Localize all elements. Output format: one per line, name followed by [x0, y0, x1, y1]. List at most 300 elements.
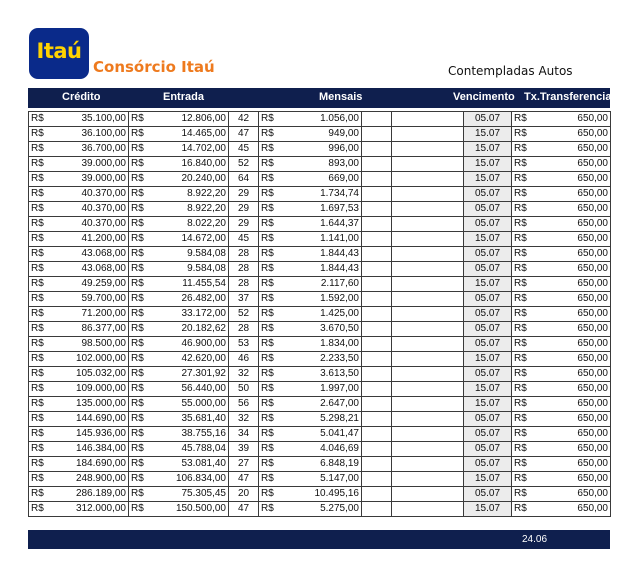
entrada-currency: R$	[129, 337, 146, 352]
entrada-value: 20.182,62	[146, 322, 229, 337]
entrada-currency: R$	[129, 307, 146, 322]
empty-cell	[392, 427, 464, 442]
credito-value: 86.377,00	[46, 322, 129, 337]
empty-cell	[392, 397, 464, 412]
empty-cell	[392, 247, 464, 262]
tx-value: 650,00	[529, 457, 611, 472]
credito-value: 43.068,00	[46, 247, 129, 262]
credito-currency: R$	[29, 502, 46, 517]
entrada-value: 11.455,54	[146, 277, 229, 292]
itau-logo	[29, 28, 89, 79]
mensal-value: 1.141,00	[276, 232, 362, 247]
empty-cell	[362, 217, 392, 232]
empty-cell	[392, 457, 464, 472]
empty-cell	[392, 232, 464, 247]
tx-currency: R$	[512, 472, 529, 487]
empty-cell	[362, 172, 392, 187]
parcelas-value: 64	[229, 172, 259, 187]
empty-cell	[362, 247, 392, 262]
tx-value: 650,00	[529, 217, 611, 232]
entrada-value: 8.022,20	[146, 217, 229, 232]
parcelas-value: 37	[229, 292, 259, 307]
vencimento-value: 05.07	[464, 187, 512, 202]
credito-value: 40.370,00	[46, 202, 129, 217]
empty-cell	[362, 412, 392, 427]
empty-cell	[362, 382, 392, 397]
empty-cell	[392, 217, 464, 232]
mensal-value: 1.425,00	[276, 307, 362, 322]
tx-value: 650,00	[529, 247, 611, 262]
parcelas-value: 45	[229, 232, 259, 247]
tx-value: 650,00	[529, 187, 611, 202]
credito-value: 40.370,00	[46, 217, 129, 232]
mensal-currency: R$	[259, 352, 276, 367]
entrada-currency: R$	[129, 397, 146, 412]
page-title: Contempladas Autos	[448, 64, 573, 78]
entrada-currency: R$	[129, 187, 146, 202]
mensal-value: 996,00	[276, 142, 362, 157]
tx-currency: R$	[512, 442, 529, 457]
table-row	[29, 307, 611, 322]
tx-currency: R$	[512, 172, 529, 187]
entrada-value: 106.834,00	[146, 472, 229, 487]
mensal-currency: R$	[259, 457, 276, 472]
table-row	[29, 202, 611, 217]
parcelas-value: 29	[229, 217, 259, 232]
credito-currency: R$	[29, 172, 46, 187]
empty-cell	[392, 487, 464, 502]
tx-currency: R$	[512, 142, 529, 157]
empty-cell	[362, 157, 392, 172]
parcelas-value: 39	[229, 442, 259, 457]
parcelas-value: 32	[229, 412, 259, 427]
table-row	[29, 187, 611, 202]
vencimento-value: 05.07	[464, 307, 512, 322]
parcelas-value: 53	[229, 337, 259, 352]
col-tx-transferencia: Tx.Transferencia	[524, 91, 612, 103]
mensal-currency: R$	[259, 367, 276, 382]
mensal-currency: R$	[259, 442, 276, 457]
parcelas-value: 47	[229, 472, 259, 487]
mensal-currency: R$	[259, 487, 276, 502]
credito-value: 49.259,00	[46, 277, 129, 292]
mensal-currency: R$	[259, 502, 276, 517]
vencimento-value: 05.07	[464, 442, 512, 457]
tx-currency: R$	[512, 322, 529, 337]
tx-currency: R$	[512, 367, 529, 382]
empty-cell	[392, 187, 464, 202]
entrada-value: 35.681,40	[146, 412, 229, 427]
credito-currency: R$	[29, 322, 46, 337]
vencimento-value: 15.07	[464, 382, 512, 397]
entrada-currency: R$	[129, 487, 146, 502]
credito-currency: R$	[29, 232, 46, 247]
parcelas-value: 28	[229, 277, 259, 292]
entrada-currency: R$	[129, 412, 146, 427]
vencimento-value: 05.07	[464, 262, 512, 277]
credito-value: 39.000,00	[46, 172, 129, 187]
entrada-currency: R$	[129, 352, 146, 367]
empty-cell	[392, 337, 464, 352]
entrada-currency: R$	[129, 232, 146, 247]
mensal-currency: R$	[259, 247, 276, 262]
credito-currency: R$	[29, 412, 46, 427]
tx-value: 650,00	[529, 307, 611, 322]
parcelas-value: 50	[229, 382, 259, 397]
entrada-currency: R$	[129, 247, 146, 262]
entrada-currency: R$	[129, 442, 146, 457]
mensal-currency: R$	[259, 217, 276, 232]
entrada-value: 9.584,08	[146, 247, 229, 262]
credito-currency: R$	[29, 352, 46, 367]
col-vencimento: Vencimento	[453, 91, 515, 103]
tx-currency: R$	[512, 337, 529, 352]
tx-currency: R$	[512, 247, 529, 262]
tx-value: 650,00	[529, 262, 611, 277]
tx-value: 650,00	[529, 337, 611, 352]
credito-currency: R$	[29, 397, 46, 412]
empty-cell	[392, 367, 464, 382]
table-row	[29, 397, 611, 412]
mensal-value: 1.844,43	[276, 262, 362, 277]
table-footer	[28, 530, 610, 549]
credito-value: 36.700,00	[46, 142, 129, 157]
empty-cell	[392, 472, 464, 487]
vencimento-value: 15.07	[464, 142, 512, 157]
entrada-value: 27.301,92	[146, 367, 229, 382]
tx-currency: R$	[512, 307, 529, 322]
tx-value: 650,00	[529, 127, 611, 142]
vencimento-value: 05.07	[464, 412, 512, 427]
parcelas-value: 45	[229, 142, 259, 157]
credito-currency: R$	[29, 367, 46, 382]
empty-cell	[392, 262, 464, 277]
mensal-value: 3.613,50	[276, 367, 362, 382]
parcelas-value: 29	[229, 202, 259, 217]
vencimento-value: 15.07	[464, 232, 512, 247]
mensal-value: 3.670,50	[276, 322, 362, 337]
empty-cell	[362, 502, 392, 517]
mensal-currency: R$	[259, 157, 276, 172]
vencimento-value: 05.07	[464, 487, 512, 502]
credito-value: 102.000,00	[46, 352, 129, 367]
vencimento-value: 05.07	[464, 112, 512, 127]
entrada-currency: R$	[129, 277, 146, 292]
empty-cell	[392, 442, 464, 457]
tx-value: 650,00	[529, 322, 611, 337]
credito-value: 105.032,00	[46, 367, 129, 382]
empty-cell	[362, 397, 392, 412]
tx-value: 650,00	[529, 472, 611, 487]
credito-value: 312.000,00	[46, 502, 129, 517]
mensal-currency: R$	[259, 142, 276, 157]
mensal-value: 1.997,00	[276, 382, 362, 397]
credito-currency: R$	[29, 292, 46, 307]
mensal-value: 1.734,74	[276, 187, 362, 202]
mensal-value: 1.834,00	[276, 337, 362, 352]
mensal-value: 893,00	[276, 157, 362, 172]
mensal-value: 1.697,53	[276, 202, 362, 217]
tx-currency: R$	[512, 262, 529, 277]
entrada-value: 55.000,00	[146, 397, 229, 412]
vencimento-value: 05.07	[464, 217, 512, 232]
tx-currency: R$	[512, 112, 529, 127]
tx-currency: R$	[512, 127, 529, 142]
empty-cell	[362, 322, 392, 337]
credito-value: 35.100,00	[46, 112, 129, 127]
tx-value: 650,00	[529, 202, 611, 217]
mensal-value: 5.275,00	[276, 502, 362, 517]
table-row	[29, 232, 611, 247]
vencimento-value: 15.07	[464, 172, 512, 187]
footer-date: 24.06	[522, 534, 548, 545]
mensal-value: 1.644,37	[276, 217, 362, 232]
tx-value: 650,00	[529, 352, 611, 367]
entrada-value: 14.465,00	[146, 127, 229, 142]
credito-value: 43.068,00	[46, 262, 129, 277]
mensal-currency: R$	[259, 187, 276, 202]
table-body	[29, 112, 611, 517]
empty-cell	[392, 202, 464, 217]
empty-cell	[392, 157, 464, 172]
parcelas-value: 47	[229, 127, 259, 142]
vencimento-value: 05.07	[464, 457, 512, 472]
tx-value: 650,00	[529, 142, 611, 157]
empty-cell	[362, 187, 392, 202]
tx-value: 650,00	[529, 292, 611, 307]
entrada-value: 38.755,16	[146, 427, 229, 442]
credito-currency: R$	[29, 217, 46, 232]
empty-cell	[362, 202, 392, 217]
vencimento-value: 15.07	[464, 127, 512, 142]
col-entrada: Entrada	[163, 91, 204, 103]
empty-cell	[392, 142, 464, 157]
mensal-currency: R$	[259, 412, 276, 427]
mensal-currency: R$	[259, 382, 276, 397]
credito-value: 135.000,00	[46, 397, 129, 412]
entrada-value: 14.672,00	[146, 232, 229, 247]
empty-cell	[392, 322, 464, 337]
table-row	[29, 502, 611, 517]
empty-cell	[362, 232, 392, 247]
mensal-value: 2.647,00	[276, 397, 362, 412]
parcelas-value: 28	[229, 247, 259, 262]
entrada-value: 8.922,20	[146, 187, 229, 202]
entrada-currency: R$	[129, 157, 146, 172]
empty-cell	[362, 277, 392, 292]
tx-value: 650,00	[529, 232, 611, 247]
mensal-value: 1.844,43	[276, 247, 362, 262]
entrada-value: 26.482,00	[146, 292, 229, 307]
mensal-currency: R$	[259, 292, 276, 307]
empty-cell	[362, 142, 392, 157]
credito-currency: R$	[29, 127, 46, 142]
tx-value: 650,00	[529, 442, 611, 457]
table-row	[29, 292, 611, 307]
vencimento-value: 15.07	[464, 472, 512, 487]
credito-currency: R$	[29, 307, 46, 322]
tx-currency: R$	[512, 487, 529, 502]
tx-value: 650,00	[529, 172, 611, 187]
tx-value: 650,00	[529, 277, 611, 292]
credito-currency: R$	[29, 157, 46, 172]
mensal-value: 10.495,16	[276, 487, 362, 502]
mensal-value: 1.592,00	[276, 292, 362, 307]
table-row	[29, 352, 611, 367]
parcelas-value: 52	[229, 307, 259, 322]
entrada-currency: R$	[129, 217, 146, 232]
entrada-value: 12.806,00	[146, 112, 229, 127]
table-row	[29, 127, 611, 142]
parcelas-value: 27	[229, 457, 259, 472]
mensal-currency: R$	[259, 202, 276, 217]
tx-currency: R$	[512, 352, 529, 367]
credito-value: 59.700,00	[46, 292, 129, 307]
credito-currency: R$	[29, 277, 46, 292]
credito-currency: R$	[29, 382, 46, 397]
offers-table	[28, 111, 610, 517]
table-row	[29, 487, 611, 502]
mensal-value: 1.056,00	[276, 112, 362, 127]
vencimento-value: 15.07	[464, 352, 512, 367]
vencimento-value: 05.07	[464, 322, 512, 337]
credito-currency: R$	[29, 442, 46, 457]
empty-cell	[392, 292, 464, 307]
mensal-value: 4.046,69	[276, 442, 362, 457]
tx-currency: R$	[512, 232, 529, 247]
tx-currency: R$	[512, 457, 529, 472]
mensal-currency: R$	[259, 427, 276, 442]
credito-currency: R$	[29, 247, 46, 262]
credito-value: 71.200,00	[46, 307, 129, 322]
empty-cell	[362, 262, 392, 277]
col-credito: Crédito	[62, 91, 101, 103]
entrada-value: 16.840,00	[146, 157, 229, 172]
empty-cell	[362, 127, 392, 142]
empty-cell	[362, 487, 392, 502]
mensal-value: 669,00	[276, 172, 362, 187]
table-row	[29, 412, 611, 427]
tx-value: 650,00	[529, 367, 611, 382]
credito-value: 184.690,00	[46, 457, 129, 472]
entrada-currency: R$	[129, 502, 146, 517]
entrada-currency: R$	[129, 292, 146, 307]
tx-value: 650,00	[529, 397, 611, 412]
entrada-currency: R$	[129, 172, 146, 187]
credito-currency: R$	[29, 262, 46, 277]
mensal-currency: R$	[259, 262, 276, 277]
mensal-currency: R$	[259, 307, 276, 322]
empty-cell	[362, 292, 392, 307]
tx-currency: R$	[512, 502, 529, 517]
entrada-currency: R$	[129, 427, 146, 442]
parcelas-value: 42	[229, 112, 259, 127]
entrada-value: 20.240,00	[146, 172, 229, 187]
vencimento-value: 05.07	[464, 427, 512, 442]
tx-currency: R$	[512, 427, 529, 442]
tx-value: 650,00	[529, 382, 611, 397]
credito-value: 109.000,00	[46, 382, 129, 397]
empty-cell	[362, 427, 392, 442]
empty-cell	[362, 307, 392, 322]
tx-value: 650,00	[529, 157, 611, 172]
entrada-currency: R$	[129, 142, 146, 157]
mensal-value: 949,00	[276, 127, 362, 142]
parcelas-value: 52	[229, 157, 259, 172]
table-row	[29, 427, 611, 442]
credito-currency: R$	[29, 472, 46, 487]
credito-value: 40.370,00	[46, 187, 129, 202]
entrada-value: 45.788,04	[146, 442, 229, 457]
tx-currency: R$	[512, 202, 529, 217]
mensal-value: 6.848,19	[276, 457, 362, 472]
vencimento-value: 05.07	[464, 202, 512, 217]
tx-value: 650,00	[529, 112, 611, 127]
table-row	[29, 457, 611, 472]
empty-cell	[362, 442, 392, 457]
credito-value: 286.189,00	[46, 487, 129, 502]
mensal-currency: R$	[259, 277, 276, 292]
mensal-currency: R$	[259, 322, 276, 337]
empty-cell	[392, 382, 464, 397]
credito-currency: R$	[29, 457, 46, 472]
empty-cell	[362, 457, 392, 472]
entrada-currency: R$	[129, 382, 146, 397]
table-row	[29, 367, 611, 382]
credito-value: 41.200,00	[46, 232, 129, 247]
tx-value: 650,00	[529, 502, 611, 517]
tx-currency: R$	[512, 412, 529, 427]
entrada-currency: R$	[129, 457, 146, 472]
credito-value: 145.936,00	[46, 427, 129, 442]
entrada-currency: R$	[129, 322, 146, 337]
table-row	[29, 442, 611, 457]
parcelas-value: 28	[229, 262, 259, 277]
vencimento-value: 05.07	[464, 367, 512, 382]
tx-currency: R$	[512, 382, 529, 397]
entrada-value: 33.172,00	[146, 307, 229, 322]
entrada-value: 46.900,00	[146, 337, 229, 352]
parcelas-value: 29	[229, 187, 259, 202]
parcelas-value: 28	[229, 322, 259, 337]
logo-text: Itaú	[36, 39, 82, 63]
mensal-currency: R$	[259, 472, 276, 487]
table-row	[29, 172, 611, 187]
empty-cell	[362, 112, 392, 127]
mensal-currency: R$	[259, 232, 276, 247]
credito-value: 98.500,00	[46, 337, 129, 352]
table-row	[29, 247, 611, 262]
empty-cell	[392, 412, 464, 427]
empty-cell	[362, 352, 392, 367]
vencimento-value: 15.07	[464, 157, 512, 172]
mensal-currency: R$	[259, 172, 276, 187]
entrada-value: 8.922,20	[146, 202, 229, 217]
empty-cell	[392, 307, 464, 322]
credito-currency: R$	[29, 187, 46, 202]
table-row	[29, 382, 611, 397]
tx-currency: R$	[512, 187, 529, 202]
credito-value: 146.384,00	[46, 442, 129, 457]
entrada-currency: R$	[129, 367, 146, 382]
mensal-value: 2.117,60	[276, 277, 362, 292]
entrada-currency: R$	[129, 472, 146, 487]
mensal-currency: R$	[259, 112, 276, 127]
credito-currency: R$	[29, 202, 46, 217]
credito-currency: R$	[29, 142, 46, 157]
vencimento-value: 15.07	[464, 502, 512, 517]
credito-value: 144.690,00	[46, 412, 129, 427]
